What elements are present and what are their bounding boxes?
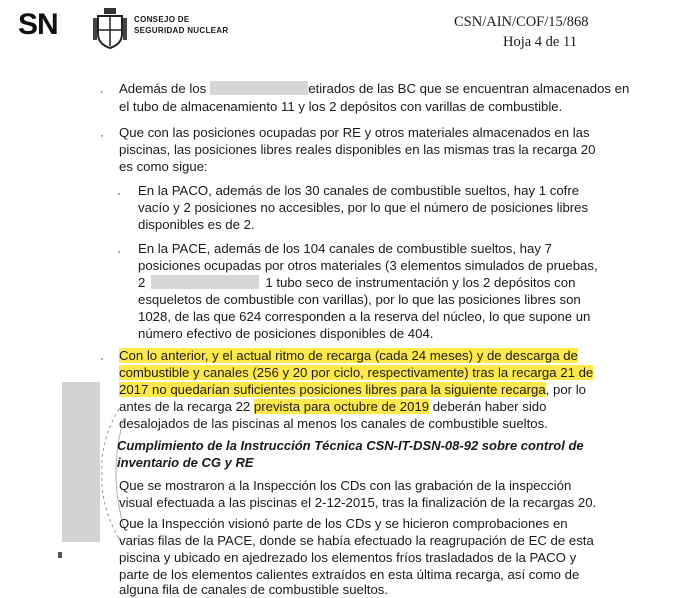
p2-line3: es como sigue: — [119, 159, 208, 174]
page-number: Hoja 4 de 11 — [503, 34, 577, 50]
p5-line3: piscina y ubicado en ajedrezado los elementos fríos trasladados de la PACO y — [119, 550, 577, 565]
margin-mark — [58, 552, 62, 558]
sub2-line3-start: 2 — [138, 275, 146, 290]
csn-logo-text: SN — [18, 8, 58, 41]
sub2-line3-end: 1 tubo seco de instrumentación y los 2 depósitos con — [265, 275, 576, 290]
sub2-line1: En la PACE, además de los 104 canales de combustible sueltos, hay 7 — [138, 241, 552, 256]
p3-line4-start: antes de la recarga 22 — [119, 399, 254, 414]
coat-of-arms-icon — [92, 6, 128, 50]
p5-line2: varias filas de la PACE, donde se había efectuado la reagrupación de EC de esta — [119, 533, 594, 548]
p3-line4-end: deberán haber sido — [429, 399, 547, 414]
redaction-block — [62, 382, 100, 542]
sub1-line3: disponibles es de 2. — [138, 217, 255, 232]
org-name-line1: CONSEJO DE — [134, 15, 190, 24]
p1-line1-start: Además de los — [119, 81, 207, 96]
p3-line5: desalojados de las piscinas al menos los canales de combustible sueltos. — [119, 416, 548, 431]
p1-line1-end: etirados de las BC que se encuentran almacenados en — [308, 81, 630, 96]
sub2-line5: 1028, de las que 624 corresponden a la reserva del núcleo, lo que supone un — [138, 309, 591, 324]
header — [0, 0, 680, 60]
redaction-block — [210, 81, 308, 95]
bullet-marker: · — [100, 351, 104, 365]
p4-line1: Que se mostraron a la Inspección los CDs con las grabación de la inspección — [119, 478, 572, 493]
p5-line1: Que la Inspección visionó parte de los CDs y se hicieron comprobaciones en — [119, 516, 568, 531]
section-heading-line1: Cumplimiento de la Instrucción Técnica CSN-IT-DSN-08-92 sobre control de — [117, 438, 584, 453]
sub2-line4: esqueletos de combustible con varillas), por lo que las posiciones libres son — [138, 292, 581, 307]
p2-line2: piscinas, las posiciones libres reales disponibles en las mismas tras la recarga 20 — [119, 142, 596, 157]
sub2-line2: posiciones ocupadas por otros materiales (3 elementos simulados de pruebas, — [138, 258, 598, 273]
bullet-marker: · — [100, 84, 104, 98]
document-reference: CSN/AIN/COF/15/868 — [454, 14, 589, 30]
org-name-line2: SEGURIDAD NUCLEAR — [134, 26, 229, 35]
p3-line2 — [119, 364, 593, 381]
highlighted-text: Con lo anterior, y el actual ritmo de recarga (cada 24 meses) y de descarga de — [119, 348, 578, 363]
p3-line3 — [119, 381, 586, 398]
sub2-line6: número efectivo de posiciones disponibles de 404. — [138, 326, 434, 341]
sub-bullet-marker: · — [117, 186, 121, 200]
sub2-line3 — [138, 274, 575, 291]
p3-line1 — [119, 347, 578, 364]
p3-line3-end: , por lo — [545, 382, 586, 397]
p4-line2: visual efectuada a las piscinas el 2-12-2015, tras la finalización de la recargas 20. — [119, 495, 597, 510]
p2-line1: Que con las posiciones ocupadas por RE y otros materiales almacenados en las — [119, 125, 590, 140]
p3-line4 — [119, 398, 546, 415]
sub1-line1: En la PACO, además de los 30 canales de combustible sueltos, hay 1 cofre — [138, 183, 580, 198]
highlighted-text: 2017 no quedarían suficientes posiciones libres para la siguiente recarga — [119, 382, 546, 397]
redaction-block — [151, 275, 259, 289]
bullet-marker: · — [100, 128, 104, 142]
p1-line1 — [119, 80, 629, 97]
p5-line5: alguna fila de canales de combustible sueltos. — [119, 582, 389, 597]
highlighted-text: prevista para octubre de 2019 — [253, 399, 430, 414]
sub-bullet-marker: · — [117, 244, 121, 258]
highlighted-text: combustible y canales (256 y 20 por ciclo, respectivamente) tras la recarga 21 de — [119, 365, 594, 380]
p1-line2: el tubo de almacenamiento 11 y los 2 depósitos con varillas de combustible. — [119, 99, 563, 114]
p5-line4: parte de los elementos calientes extraídos en esta última recarga, así como de — [119, 567, 580, 582]
section-heading-line2: inventario de CG y RE — [117, 455, 254, 470]
sub1-line2: vacío y 2 posiciones no accesibles, por lo que el número de posiciones libres — [138, 200, 589, 215]
